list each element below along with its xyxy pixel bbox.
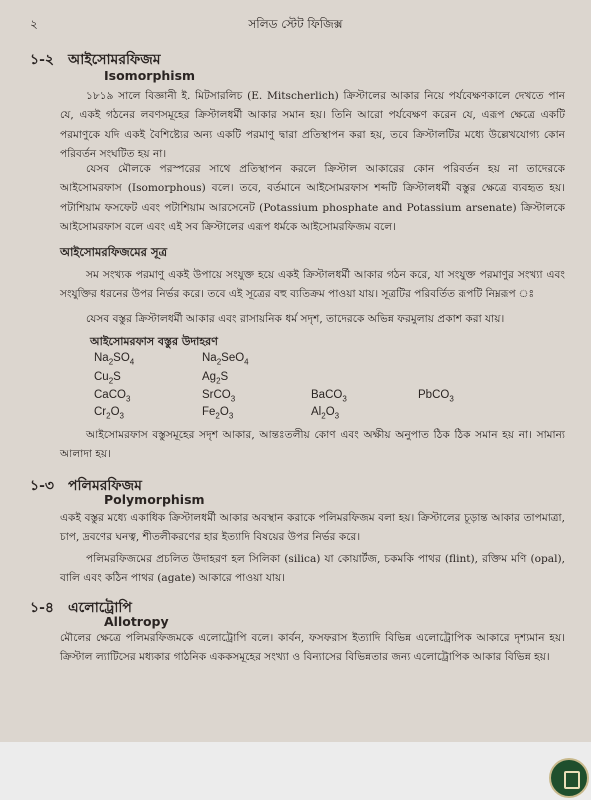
chemical-formula: BaCO$_3$ bbox=[311, 389, 347, 404]
section-number: ১-২ bbox=[30, 52, 54, 68]
chemical-formula: $Fe_2O_3$ bbox=[202, 406, 234, 421]
chemical-formula: $Al_2O_3$ bbox=[311, 406, 340, 421]
subheading-law: আইসোমরফিজমের সূত্র bbox=[60, 245, 168, 259]
paragraph: পলিমরফিজমের প্রচলিত উদাহরণ হল সিলিকা (silica) যা কোয়ার্টজ, চকমকি পাথর (flint), রক্তিম মণি (opal), বালি এবং কঠিন পাথর (agate) আকারে পাওয়া যায়। bbox=[60, 553, 565, 585]
running-title: সলিড স্টেট ফিজিক্স bbox=[248, 17, 343, 31]
section-english-title: Allotropy bbox=[104, 614, 169, 629]
paragraph: একই বস্তুর মধ্যে একাধিক ক্রিস্টালধর্মী আকার অবস্থান করাকে পলিমরফিজম বলা হয়। ক্রিস্টালের চূড়ান্ত আকার তাপমাত্রা, চাপ, দ্রবণের ঘনত্ব, শীতলীকরণের হার ইত্যাদি বিষয়ের উপর নির্ভর করে। bbox=[60, 512, 565, 544]
paragraph: যেসব বস্তুর ক্রিস্টালধর্মী আকার এবং রাসায়নিক ধর্ম সদৃশ, তাদেরকে অভিন্ন ফরমুলায় প্রকাশ করা যায়। bbox=[86, 313, 505, 325]
chemical-formula: $Cu_2S$ bbox=[94, 371, 121, 386]
page-header bbox=[30, 16, 561, 36]
chemical-formula: CaCO$_3$ bbox=[94, 389, 131, 404]
paragraph: ১৮১৯ সালে বিজ্ঞানী ই. মিটসারলিচ (E. Mitscherlich) ক্রিস্টালের আকার নিয়ে পর্যবেক্ষণকালে দেখতে পান যে, একই গঠনের লবণসমূহের ক্রিস্টালধর্মী আকার সমান হয়। তিনি আরো পর্যবেক্ষণ করেন যে, এরূপ ক্ষেত্রে একটি পরমাণুকে যদি একই বৈশিষ্ট্যের অন্য একটি পরমাণু দ্বারা প্রতিস্থাপন করা হয়, তবে ক্রিস্টালটির মধ্যে উল্লেখযোগ্য কোন পরিবর্তন সংঘটিত হয় না। bbox=[60, 90, 565, 160]
page-number: ২ bbox=[30, 17, 38, 31]
scan-margin bbox=[0, 742, 591, 800]
section-title: পলিমরফিজম bbox=[68, 478, 142, 494]
chemical-formula: SrCO$_3$ bbox=[202, 389, 236, 404]
section-title: আইসোমরফিজম bbox=[68, 52, 161, 68]
section-title: এলোট্রোপি bbox=[67, 600, 132, 616]
paragraph: সম সংখ্যক পরমাণু একই উপায়ে সংযুক্ত হয়ে একই ক্রিস্টালধর্মী আকার গঠন করে, যা সংযুক্ত পরমাণুর সংখ্যা এবং সংযুক্তির ধরনের উপর নির্ভর করে। তবে এই সূত্রের বহু ব্যতিক্রম পাওয়া যায়। সূত্রটির পরিবর্তিত রূপটি নিম্নরূপ ঃ bbox=[60, 269, 565, 301]
paragraph: আইসোমরফাস বস্তুসমূহের সদৃশ আকার, আন্তঃতলীয় কোণ এবং অক্ষীয় অনুপাত ঠিক ঠিক সমান হয় না। সামান্য আলাদা হয়। bbox=[60, 429, 565, 461]
subheading-examples: আইসোমরফাস বস্তুর উদাহরণ bbox=[90, 335, 218, 348]
chemical-formula: PbCO$_3$ bbox=[418, 389, 454, 404]
paragraph: যেসব মৌলকে পরস্পরের সাথে প্রতিস্থাপন করলে ক্রিস্টাল আকারের কোন পরিবর্তন হয় না তাদেরকে আইসোমরফাস (Isomorphous) বলে। তবে, বর্তমানে আইসোমরফাস শব্দটি ক্রিস্টালধর্মী বস্তুর ক্ষেত্রে ব্যবহৃত হয়। পটাশিয়াম ফসফেট এবং পটাশিয়াম আরসেনেট (Potassium phosphate and Potassium arsenate) ক্রিস্টালকে আইসোমরফাস বলে এবং এই সব ক্রিস্টালের এরূপ ধর্মকে আইসোমরফিজম বলে। bbox=[60, 163, 565, 233]
chemical-formula: $Ag_2S$ bbox=[202, 371, 229, 386]
section-number: ১-৪ bbox=[30, 600, 54, 616]
chemical-formula: $Cr_2O_3$ bbox=[94, 406, 124, 421]
section-english-title: Isomorphism bbox=[104, 68, 196, 83]
section-english-title: Polymorphism bbox=[104, 492, 205, 507]
chemical-formula: $Na_2SeO_4$ bbox=[202, 352, 249, 367]
section-number: ১-৩ bbox=[30, 478, 54, 494]
book-logo-icon bbox=[549, 758, 589, 798]
paragraph: মৌলের ক্ষেত্রে পলিমরফিজমকে এলোট্রোপি বলে। কার্বন, ফসফরাস ইত্যাদি বিভিন্ন এলোট্রোপিক আকারে দৃশ্যমান হয়। ক্রিস্টাল ল্যাটিসের মধ্যকার গাঠনিক এককসমূহের সংখ্যা ও বিন্যাসের বিভিন্নতার জন্য এলোট্রোপিক আকার বিভিন্ন হয়। bbox=[60, 632, 565, 664]
chemical-formula: $Na_2SO_4$ bbox=[94, 352, 135, 367]
